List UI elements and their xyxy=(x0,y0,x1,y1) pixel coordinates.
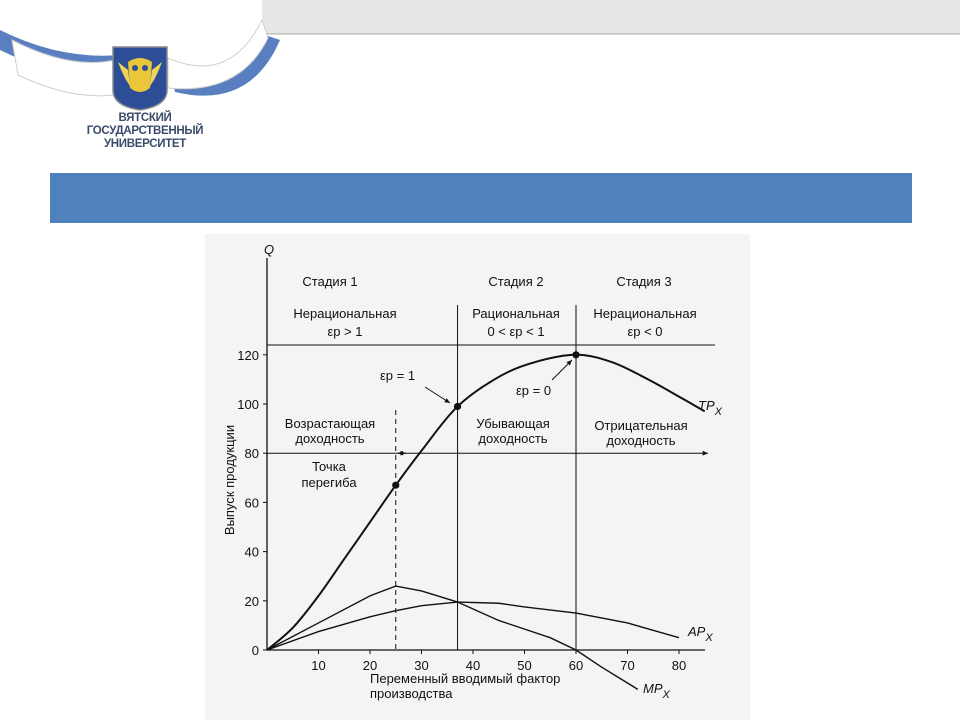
stage-elasticity: εp < 0 xyxy=(627,324,663,339)
marked-point xyxy=(572,351,579,358)
inflection-label: Точка xyxy=(312,459,346,474)
marked-point xyxy=(454,403,461,410)
returns-label: доходность xyxy=(606,433,676,448)
x-tick-label: 20 xyxy=(362,658,378,673)
stage-label: Рациональная xyxy=(472,306,560,321)
marked-point xyxy=(392,482,399,489)
y-tick-label: 20 xyxy=(244,593,259,609)
x-tick-label: 40 xyxy=(465,658,481,673)
returns-label: доходность xyxy=(295,431,365,446)
x-tick-label: 30 xyxy=(414,658,429,673)
inflection-label: перегиба xyxy=(301,475,357,490)
curve-label: $AP_X$ xyxy=(688,624,713,644)
returns-label: Убывающая xyxy=(476,416,550,431)
y-axis-label: Выпуск продукции xyxy=(222,424,237,536)
stage-title: Стадия 1 xyxy=(302,274,358,289)
stage-elasticity: εp > 1 xyxy=(327,324,363,339)
y-tick-label: 120 xyxy=(237,347,259,363)
university-name-line: УНИВЕРСИТЕТ xyxy=(103,138,187,150)
curve-label: $TP_X$ xyxy=(698,398,722,418)
returns-label: Отрицательная xyxy=(594,418,688,433)
curve-label-subscript: X xyxy=(705,632,713,644)
stage-label: Нерациональная xyxy=(293,306,397,321)
elasticity-point-label: εp = 1 xyxy=(380,368,416,383)
y-tick-label: 80 xyxy=(244,446,259,462)
y-tick-label: 60 xyxy=(244,495,259,511)
y-tick-label: 40 xyxy=(244,544,259,560)
y-tick-label: 100 xyxy=(237,397,259,412)
stage-elasticity: 0 < εp < 1 xyxy=(487,324,545,339)
y-tick-label: 0 xyxy=(251,643,259,658)
elasticity-pointer xyxy=(425,387,450,403)
elasticity-point-label: εp = 0 xyxy=(516,383,552,398)
curve-label-subscript: X xyxy=(714,406,722,418)
curve-label: $MP_X$ xyxy=(643,681,670,701)
stage-title: Стадия 2 xyxy=(488,274,544,289)
returns-label: доходность xyxy=(478,431,548,446)
x-axis-label: производства xyxy=(370,686,453,701)
university-name-line: ВЯТСКИЙ xyxy=(118,112,172,124)
returns-label: Возрастающая xyxy=(284,416,376,431)
university-name-line: ГОСУДАРСТВЕННЫЙ xyxy=(86,125,204,137)
elasticity-pointer xyxy=(552,360,572,380)
x-tick-label: 70 xyxy=(620,658,635,673)
x-axis-label: Переменный вводимый фактор xyxy=(370,671,561,686)
stage-label: Нерациональная xyxy=(593,306,697,321)
curve-tp xyxy=(267,355,705,650)
x-tick-label: 10 xyxy=(311,658,326,673)
x-tick-label: 50 xyxy=(517,658,532,673)
curve-label-subscript: X xyxy=(662,689,670,701)
y-axis-letter: Q xyxy=(264,242,275,257)
stage-title: Стадия 3 xyxy=(616,274,672,289)
x-tick-label: 80 xyxy=(671,658,687,673)
x-tick-label: 60 xyxy=(568,658,584,673)
